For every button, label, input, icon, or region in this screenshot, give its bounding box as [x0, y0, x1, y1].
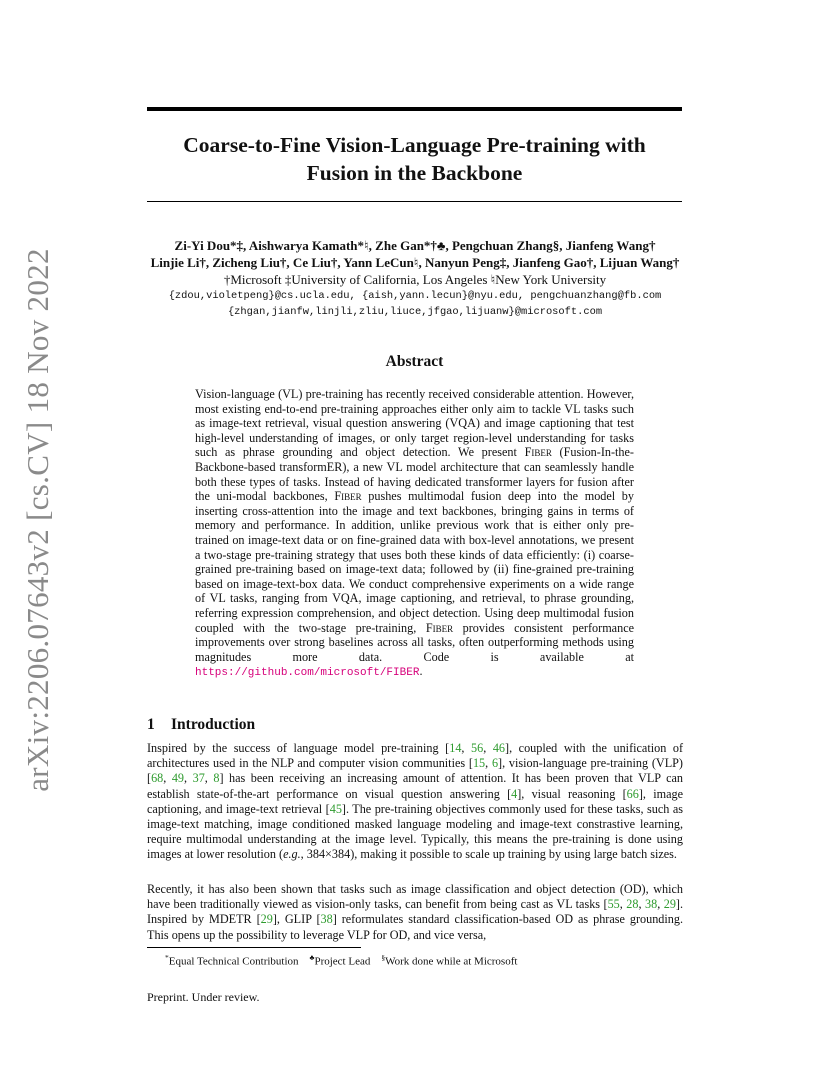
paragraph-text: , [163, 771, 172, 786]
footnote-equal-contribution: Equal Technical Contribution [168, 955, 299, 968]
citation-link[interactable]: 4 [511, 786, 518, 801]
abstract-text-1: Vision-language (VL) pre-training has recently received considerable attention. However, most existing end-to-end pre-training approaches either only aim to tackle VL tasks such as image-text retrieval, visual question answering (VQA) and image captioning that test high-level understanding of images, or only target region-level understanding for tasks such as phrase grounding and object detection. We present [195, 387, 634, 460]
paragraph-text: ], image captioning, and image-text retrieval [ [147, 786, 683, 816]
citation-link[interactable]: 8 [213, 771, 220, 786]
paragraph-text: ] has been receiving an increasing amount of attention. It has been proven that VLP can establish state-of-the-art performance on visual question answering [ [147, 771, 684, 801]
citation-link[interactable]: 29 [260, 912, 273, 927]
citation-link[interactable]: 46 [492, 741, 506, 755]
citation-link[interactable]: 37 [192, 771, 205, 786]
fiber-name-2: Fiber [334, 489, 362, 504]
email-line-1: {zdou,violetpeng}@cs.ucla.edu, {aish,yann.lecun}@nyu.edu, pengchuanzhang@fb.com [168, 290, 662, 302]
paragraph-text: ] reformulates standard classification-based OD as phrase grounding. This opens up the possibility to leverage VLP for OD, and vice versa, [147, 912, 683, 942]
paragraph-text: ], vision-language pre-training (VLP) [ [147, 756, 683, 786]
footnote-project-lead: Project Lead [314, 955, 371, 968]
preprint-note: Preprint. Under review. [147, 990, 260, 1004]
italic-text: e.g. [283, 847, 301, 862]
citation-link[interactable]: 45 [329, 801, 342, 816]
fiber-name-1: Fiber [524, 445, 552, 460]
paragraph-text: , [638, 897, 646, 912]
fiber-name-3: Fiber [425, 620, 454, 635]
citation-link[interactable]: 55 [607, 897, 620, 912]
footnotes [165, 953, 517, 968]
citation-link[interactable]: 15 [472, 756, 486, 771]
footnote-mark-lead: ♣ [309, 953, 315, 962]
paper-title [147, 131, 682, 187]
title-line-1: Coarse-to-Fine Vision-Language Pre-training with [183, 133, 646, 157]
citation-link[interactable]: 38 [320, 912, 333, 927]
citation-link[interactable]: 56 [471, 741, 484, 755]
title-top-rule [147, 107, 682, 111]
arxiv-id: arXiv:2206.07643v2 [cs.CV] 18 Nov 2022 [20, 248, 55, 792]
paragraph-text: Inspired by the success of language model pre-training [ [147, 741, 450, 755]
paragraph-text: , [485, 756, 492, 771]
citation-link[interactable]: 29 [663, 897, 676, 912]
abstract-body [195, 387, 634, 681]
paragraph-text: , [657, 897, 664, 912]
citation-link[interactable]: 68 [151, 771, 164, 786]
paragraph-text: , [204, 771, 214, 786]
paragraph-text: , [483, 741, 493, 755]
affiliations: †Microsoft ‡University of California, Los Angeles ♮New York University [223, 272, 607, 287]
abstract-text-2: (Fusion-In-the-Backbone-based transformER), a new VL model architecture that can seamlessly handle both these types of tasks. Instead of having dedicated transformer layers for fusion after the uni-modal backbones, [195, 445, 634, 504]
arxiv-sidebar-stamp [6, 248, 70, 792]
intro-paragraph-2 [147, 882, 683, 943]
email-line-2: {zhgan,jianfw,linjli,zliu,liuce,jfgao,lijuanw}@microsoft.com [227, 306, 603, 318]
paragraph-text: ], visual reasoning [ [517, 786, 627, 801]
code-link[interactable]: https://github.com/microsoft/FIBER [195, 667, 420, 680]
section-heading-introduction [147, 716, 255, 734]
citation-link[interactable]: 6 [491, 756, 499, 771]
author-line-1: Zi-Yi Dou*‡, Aishwarya Kamath*♮, Zhe Gan*†♣, Pengchuan Zhang§, Jianfeng Wang† [174, 238, 656, 253]
section-title: Introduction [171, 716, 256, 733]
citation-link[interactable]: 38 [645, 897, 658, 912]
abstract-end: . [419, 664, 423, 679]
footnote-mark-equal: * [165, 953, 169, 962]
paragraph-text: , 384×384), making it possible to scale up training by using large batch sizes. [300, 847, 677, 862]
author-line-2: Linjie Li†, Zicheng Liu†, Ce Liu†, Yann LeCun♮, Nanyun Peng‡, Jianfeng Gao†, Lijuan Wang† [150, 255, 680, 270]
citation-link[interactable]: 49 [171, 771, 185, 786]
section-number: 1 [147, 716, 155, 733]
paragraph-text: ], GLIP [ [272, 912, 321, 927]
footnote-mark-microsoft: § [381, 953, 386, 962]
title-line-2: Fusion in the Backbone [306, 161, 523, 185]
paragraph-text: , [461, 741, 472, 755]
title-bottom-rule [147, 201, 682, 202]
paragraph-text: ]. Inspired by MDETR [ [147, 897, 684, 927]
paragraph-text: ], coupled with the unification of architectures used in the NLP and computer vision communities [ [147, 741, 683, 771]
citation-link[interactable]: 28 [626, 897, 639, 912]
citation-link[interactable]: 14 [449, 741, 462, 755]
footnote-microsoft: Work done while at Microsoft [385, 955, 518, 968]
intro-paragraph-1 [147, 741, 683, 863]
abstract-heading: Abstract [385, 353, 444, 370]
citation-link[interactable]: 66 [626, 786, 639, 801]
footnote-rule [147, 947, 361, 948]
paragraph-text: , [184, 771, 193, 786]
abstract-text-3: pushes multimodal fusion deep into the model by inserting cross-attention into the image and text backbones, bringing gains in terms of memory and performance. In addition, unlike previous work that is either only pre-trained on image-text data or on fine-grained data with box-level annotations, we present a two-stage pre-training strategy that uses both these kinds of data efficiently: (i) coarse-grained pre-training based on image-text data; followed by (ii) fine-grained pre-training based on image-text-box data. We conduct comprehensive experiments on a wide range of VL tasks, ranging from VQA, image captioning, and retrieval, to phrase grounding, referring expression comprehension, and object detection. Using deep multimodal fusion coupled with the two-stage pre-training, [195, 489, 634, 635]
paragraph-text: Recently, it has also been shown that tasks such as image classification and object detection (OD), which have been traditionally viewed as vision-only tasks, can benefit from being cast as VL tasks [ [147, 882, 683, 912]
abstract-text-4: provides consistent performance improvements over strong baselines across all tasks, often outperforming methods using magnitudes more data. Code is available at [195, 620, 635, 664]
author-block [130, 237, 700, 320]
paragraph-text: , [619, 897, 627, 912]
paragraph-text: ]. The pre-training objectives commonly used for these tasks, such as image-text matching, image conditioned masked language modeling and image-text constrastive learning, require multimodal understanding at the image level. Typically, this means the pre-training is done using images at lower resolution ( [147, 801, 683, 862]
